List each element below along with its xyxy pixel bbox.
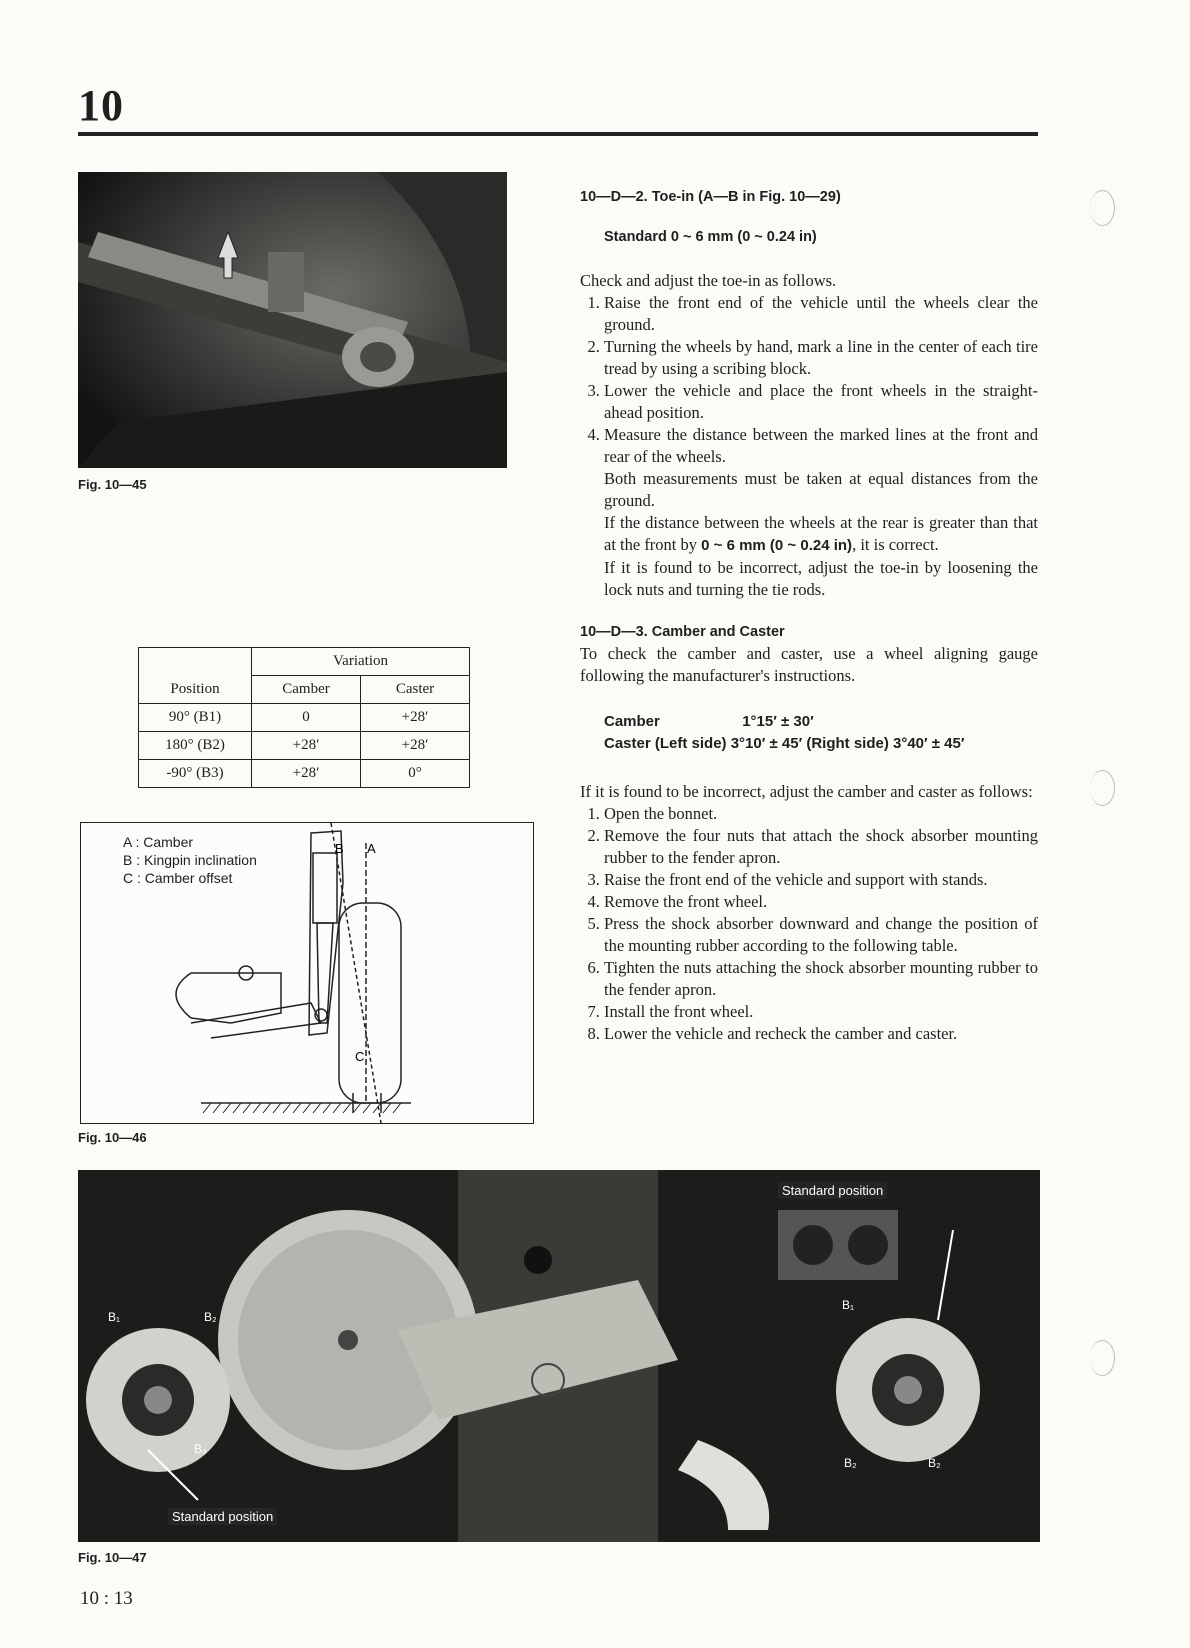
note-bold-value: 0 ~ 6 mm (0 ~ 0.24 in) (701, 537, 853, 554)
toe-in-note-3: If it is found to be incorrect, adjust the toe-in by loosening the lock nuts and turning the tie rods. (604, 558, 1038, 599)
toe-in-heading: 10—D—2. Toe-in (A—B in Fig. 10—29) (580, 189, 841, 205)
table-cell-blank (139, 648, 252, 676)
suspension-drawing (81, 823, 533, 1123)
label-b: B (335, 841, 344, 856)
camber-header: Camber (252, 676, 361, 704)
table-row (139, 760, 470, 788)
list-item: 6. Tighten the nuts attaching the shock absorber mounting rubber to the fender apron. (604, 957, 1038, 1001)
legend-camber: A : Camber (123, 834, 194, 850)
b2-label-left: B₂ (204, 1310, 217, 1324)
variation-table (138, 647, 470, 788)
header-rule (78, 132, 1038, 136)
b1-label-left: B₁ (108, 1310, 121, 1324)
table-cell: +28′ (252, 760, 361, 788)
b2-label-right-2: B₂ (928, 1456, 941, 1470)
list-item: 1. Open the bonnet. (604, 803, 1038, 825)
camber-spec-value: 1°15′ ± 30′ (742, 713, 814, 730)
note-text-end: , it is correct. (852, 535, 939, 554)
binder-hole-top (1090, 190, 1115, 226)
toe-in-steps (580, 292, 1038, 468)
label-c: C (355, 1049, 365, 1064)
toe-in-note-1: Both measurements must be taken at equal distances from the ground. (604, 469, 1038, 510)
table-cell: +28′ (361, 732, 470, 760)
note-text: If the distance between the wheels at the rear is greater than that at the front by (604, 513, 1038, 554)
table-row (139, 704, 470, 732)
caster-spec: Caster (Left side) 3°10′ ± 45′ (Right side) 3°40′ ± 45′ (604, 735, 965, 752)
list-item: 4. Remove the front wheel. (604, 891, 1038, 913)
table-cell: +28′ (361, 704, 470, 732)
page-number: 10 : 13 (80, 1588, 133, 1609)
table-row (139, 676, 470, 704)
binder-hole-middle (1090, 770, 1115, 806)
camber-spec-label: Camber (604, 713, 660, 730)
position-header: Position (139, 676, 252, 704)
right-column (580, 186, 1038, 1045)
b3-label-left: B₃ (194, 1442, 207, 1456)
toe-in-note-2 (604, 512, 1038, 557)
list-item: 3. Raise the front end of the vehicle and support with stands. (604, 869, 1038, 891)
standard-position-label-left: Standard position (168, 1508, 277, 1525)
list-item: 8. Lower the vehicle and recheck the camber and caster. (604, 1023, 1038, 1045)
list-item: 2. Turning the wheels by hand, mark a line in the center of each tire tread by using a scribing block. (604, 336, 1038, 380)
list-item: 4. Measure the distance between the marked lines at the front and rear of the wheels. (604, 424, 1038, 468)
label-a: A (367, 841, 376, 856)
table-row (139, 732, 470, 760)
table-cell: 180° (B2) (139, 732, 252, 760)
list-item: 2. Remove the four nuts that attach the shock absorber mounting rubber to the fender apron. (604, 825, 1038, 869)
table-cell: 0° (361, 760, 470, 788)
variation-header: Variation (252, 648, 470, 676)
b2-label-right: B₂ (844, 1456, 857, 1470)
binder-hole-bottom (1090, 1340, 1115, 1376)
list-item: 3. Lower the vehicle and place the front wheels in the straight-ahead position. (604, 380, 1038, 424)
list-item: 1. Raise the front end of the vehicle until the wheels clear the ground. (604, 292, 1038, 336)
camber-caster-steps (580, 803, 1038, 1045)
toe-in-standard: Standard 0 ~ 6 mm (0 ~ 0.24 in) (604, 229, 817, 245)
fig-10-45-caption: Fig. 10—45 (78, 477, 147, 492)
toe-in-intro: Check and adjust the toe-in as follows. (580, 271, 837, 290)
legend-camber-offset: C : Camber offset (123, 870, 233, 886)
b1-label-right: B₁ (842, 1298, 855, 1312)
fig-10-46-caption: Fig. 10—46 (78, 1130, 147, 1145)
table-cell: 90° (B1) (139, 704, 252, 732)
fig-10-46-diagram (80, 822, 534, 1124)
camber-spec (604, 711, 1038, 733)
table-row (139, 648, 470, 676)
list-item: 5. Press the shock absorber downward and change the position of the mounting rubber according to the following table. (604, 913, 1038, 957)
camber-caster-intro: To check the camber and caster, use a wheel aligning gauge following the manufacturer's instructions. (580, 644, 1038, 685)
fig-10-47-photo (78, 1170, 1040, 1542)
chapter-number: 10 (78, 81, 124, 130)
camber-caster-intro-2: If it is found to be incorrect, adjust the camber and caster as follows: (580, 782, 1033, 801)
list-item: 7. Install the front wheel. (604, 1001, 1038, 1023)
camber-caster-heading: 10—D—3. Camber and Caster (580, 624, 785, 640)
fig-10-45-photo (78, 172, 507, 468)
table-cell: +28′ (252, 732, 361, 760)
table-cell: -90° (B3) (139, 760, 252, 788)
table-cell: 0 (252, 704, 361, 732)
fig-10-47-caption: Fig. 10—47 (78, 1550, 147, 1565)
caster-header: Caster (361, 676, 470, 704)
standard-position-label-right: Standard position (778, 1182, 887, 1199)
legend-kingpin: B : Kingpin inclination (123, 852, 257, 868)
